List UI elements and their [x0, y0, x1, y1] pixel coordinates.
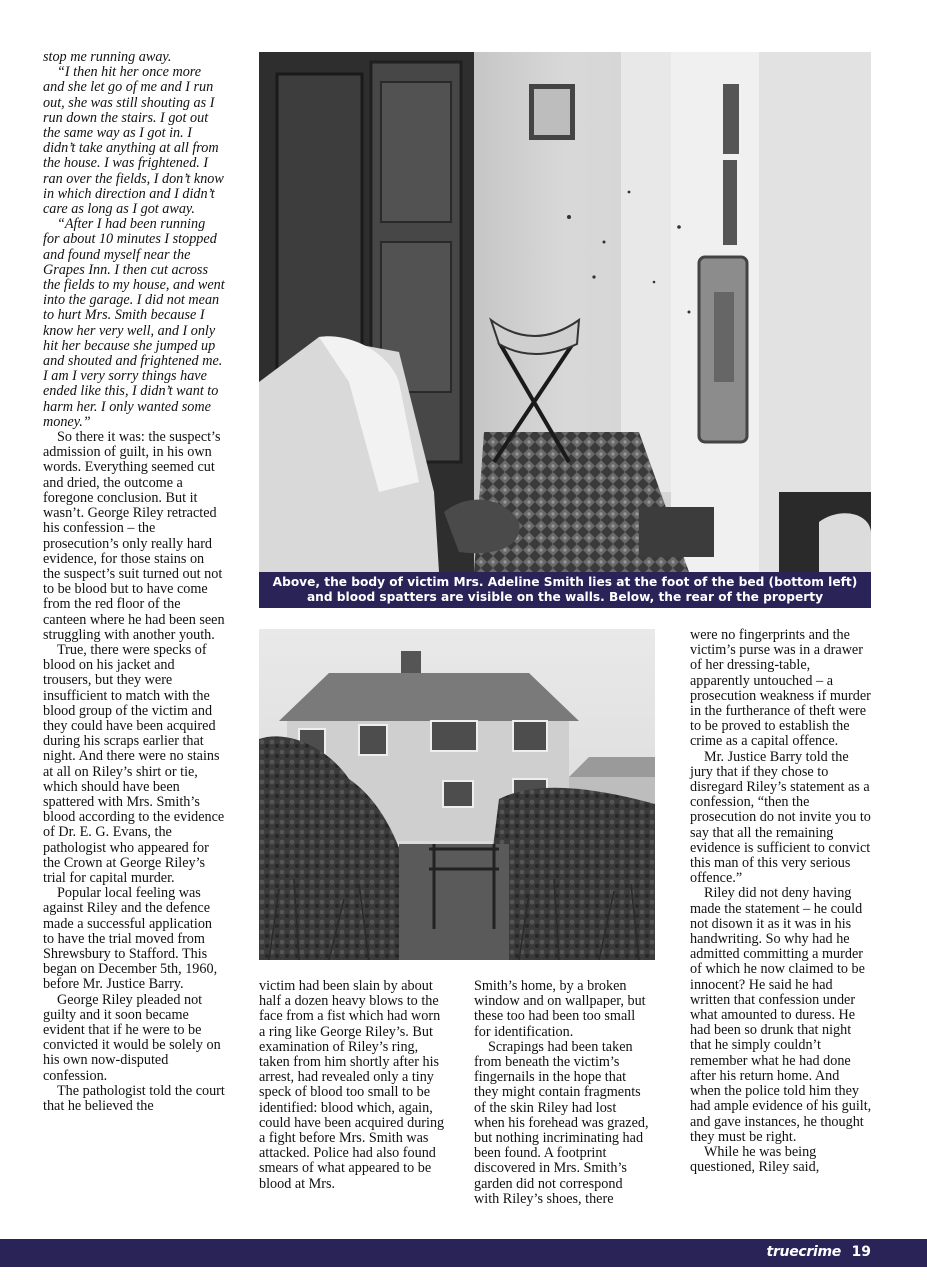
- article-paragraph: Smith’s home, by a broken window and on wallpaper, but these too had been too small for identification.: [474, 978, 646, 1040]
- article-column-4: [690, 628, 872, 1175]
- confession-quote-paragraph: “After I had been running for about 10 minutes I stopped and found myself near the Grapes Inn. I then cut across the fields to my house, and went into the garage. I did not mean to hurt Mrs. Smith because I know her very well, and I only hit her because she jumped up and shouted and frightened me. I am I very sorry things have ended like this, I didn’t want to harm her. I only wanted some money.”: [43, 216, 225, 430]
- article-paragraph: victim had been slain by about half a dozen heavy blows to the face from a fist which had worn a ring like George Riley’s. But examination of Riley’s ring, taken from him shortly after his arrest, had revealed only a tiny speck of blood too small to be identified: blood which, again, could have been acquired during a fight before Mrs. Smith was attacked. Police had also found smears of what appeared to be blood at Mrs.: [259, 978, 445, 1192]
- confession-quote-end: stop me running away.: [43, 49, 172, 65]
- article-paragraph: True, there were specks of blood on his jacket and trousers, but they were insufficient to match with the blood group of the victim and they could have been acquired during his scraps earlier that night. And there were no stains at all on Riley’s shirt or tie, which should have been spattered with Mrs. Smith’s blood according to the evidence of Dr. E. G. Evans, the pathologist who appeared for the Crown at George Riley’s trial for capital murder.: [43, 641, 225, 886]
- article-paragraph: Riley did not deny having made the statement – he could not disown it as it was in his handwriting. So why had he admitted committing a murder of which he now claimed to be innocent? He said he had written that confession under what amounted to duress. He had been so drunk that night that he simply couldn’t remember what he had done after his return home. And when the police told him they had ample evidence of his guilt, and gave instances, he thought they must be right.: [690, 885, 872, 1145]
- article-paragraph: Scrapings had been taken from beneath the victim’s fingernails in the hope that they might contain fragments of the skin Riley had lost when his forehead was grazed, but nothing incriminating had been found. A footprint discovered in Mrs. Smith’s garden did not correspond with Riley’s shoes, there: [474, 1038, 649, 1207]
- article-paragraph: Popular local feeling was against Riley and the defence made a successful application to have the trial moved from Shrewsbury to Stafford. This began on December 5th, 1960, before Mr. Justice Barry.: [43, 885, 218, 993]
- article-paragraph: were no fingerprints and the victim’s purse was in a drawer of her dressing-table, apparently untouched – a prosecution weakness if murder in the furtherance of theft were to be proved to establish the crime as a capital offence.: [690, 627, 871, 750]
- house-rear-photo: [259, 629, 655, 960]
- magazine-brand: truecrime: [766, 1244, 841, 1260]
- article-paragraph: So there it was: the suspect’s admission of guilt, in his own words. Everything seemed cut and dried, the outcome a foregone conclusion. But it wasn’t. George Riley retracted his confession – the prosecution’s only really hard evidence, for those stains on the suspect’s suit turned out not to be blood but to have come from the red floor of the canteen where he had been seen struggling with another youth.: [43, 429, 225, 643]
- caption-line: Above, the body of victim Mrs. Adeline Smith lies at the foot of the bed (bottom left): [272, 575, 858, 589]
- article-paragraph: While he was being questioned, Riley said,: [690, 1143, 820, 1176]
- photo-caption: [259, 572, 871, 608]
- page-number: 19: [851, 1244, 871, 1260]
- article-column-3: [474, 979, 650, 1207]
- caption-line: and blood spatters are visible on the walls. Below, the rear of the property: [306, 590, 824, 604]
- article-paragraph: George Riley pleaded not guilty and it soon became evident that if he were to be convicted it would be solely on his own now-disputed confession.: [43, 991, 221, 1084]
- article-column-2: [259, 979, 447, 1192]
- crime-scene-bedroom-photo: [259, 52, 871, 572]
- article-paragraph: Mr. Justice Barry told the jury that if they chose to disregard Riley’s statement as a confession, “then the prosecution do not invite you to say that all the remaining evidence is sufficient to convict this man of this very serious offence.”: [690, 748, 871, 887]
- article-paragraph: The pathologist told the court that he believed the: [43, 1082, 225, 1115]
- confession-quote-paragraph: “I then hit her once more and she let go of me and I run out, she was still shouting as I run down the stairs. I got out the same way as I got in. I didn’t take anything at all from the house. I was frightened. I ran over the fields, I don’t know in which direction and I didn’t care as long as I got away.: [43, 64, 224, 218]
- article-column-1: [43, 50, 225, 1114]
- page-footer-bar: [0, 1239, 927, 1267]
